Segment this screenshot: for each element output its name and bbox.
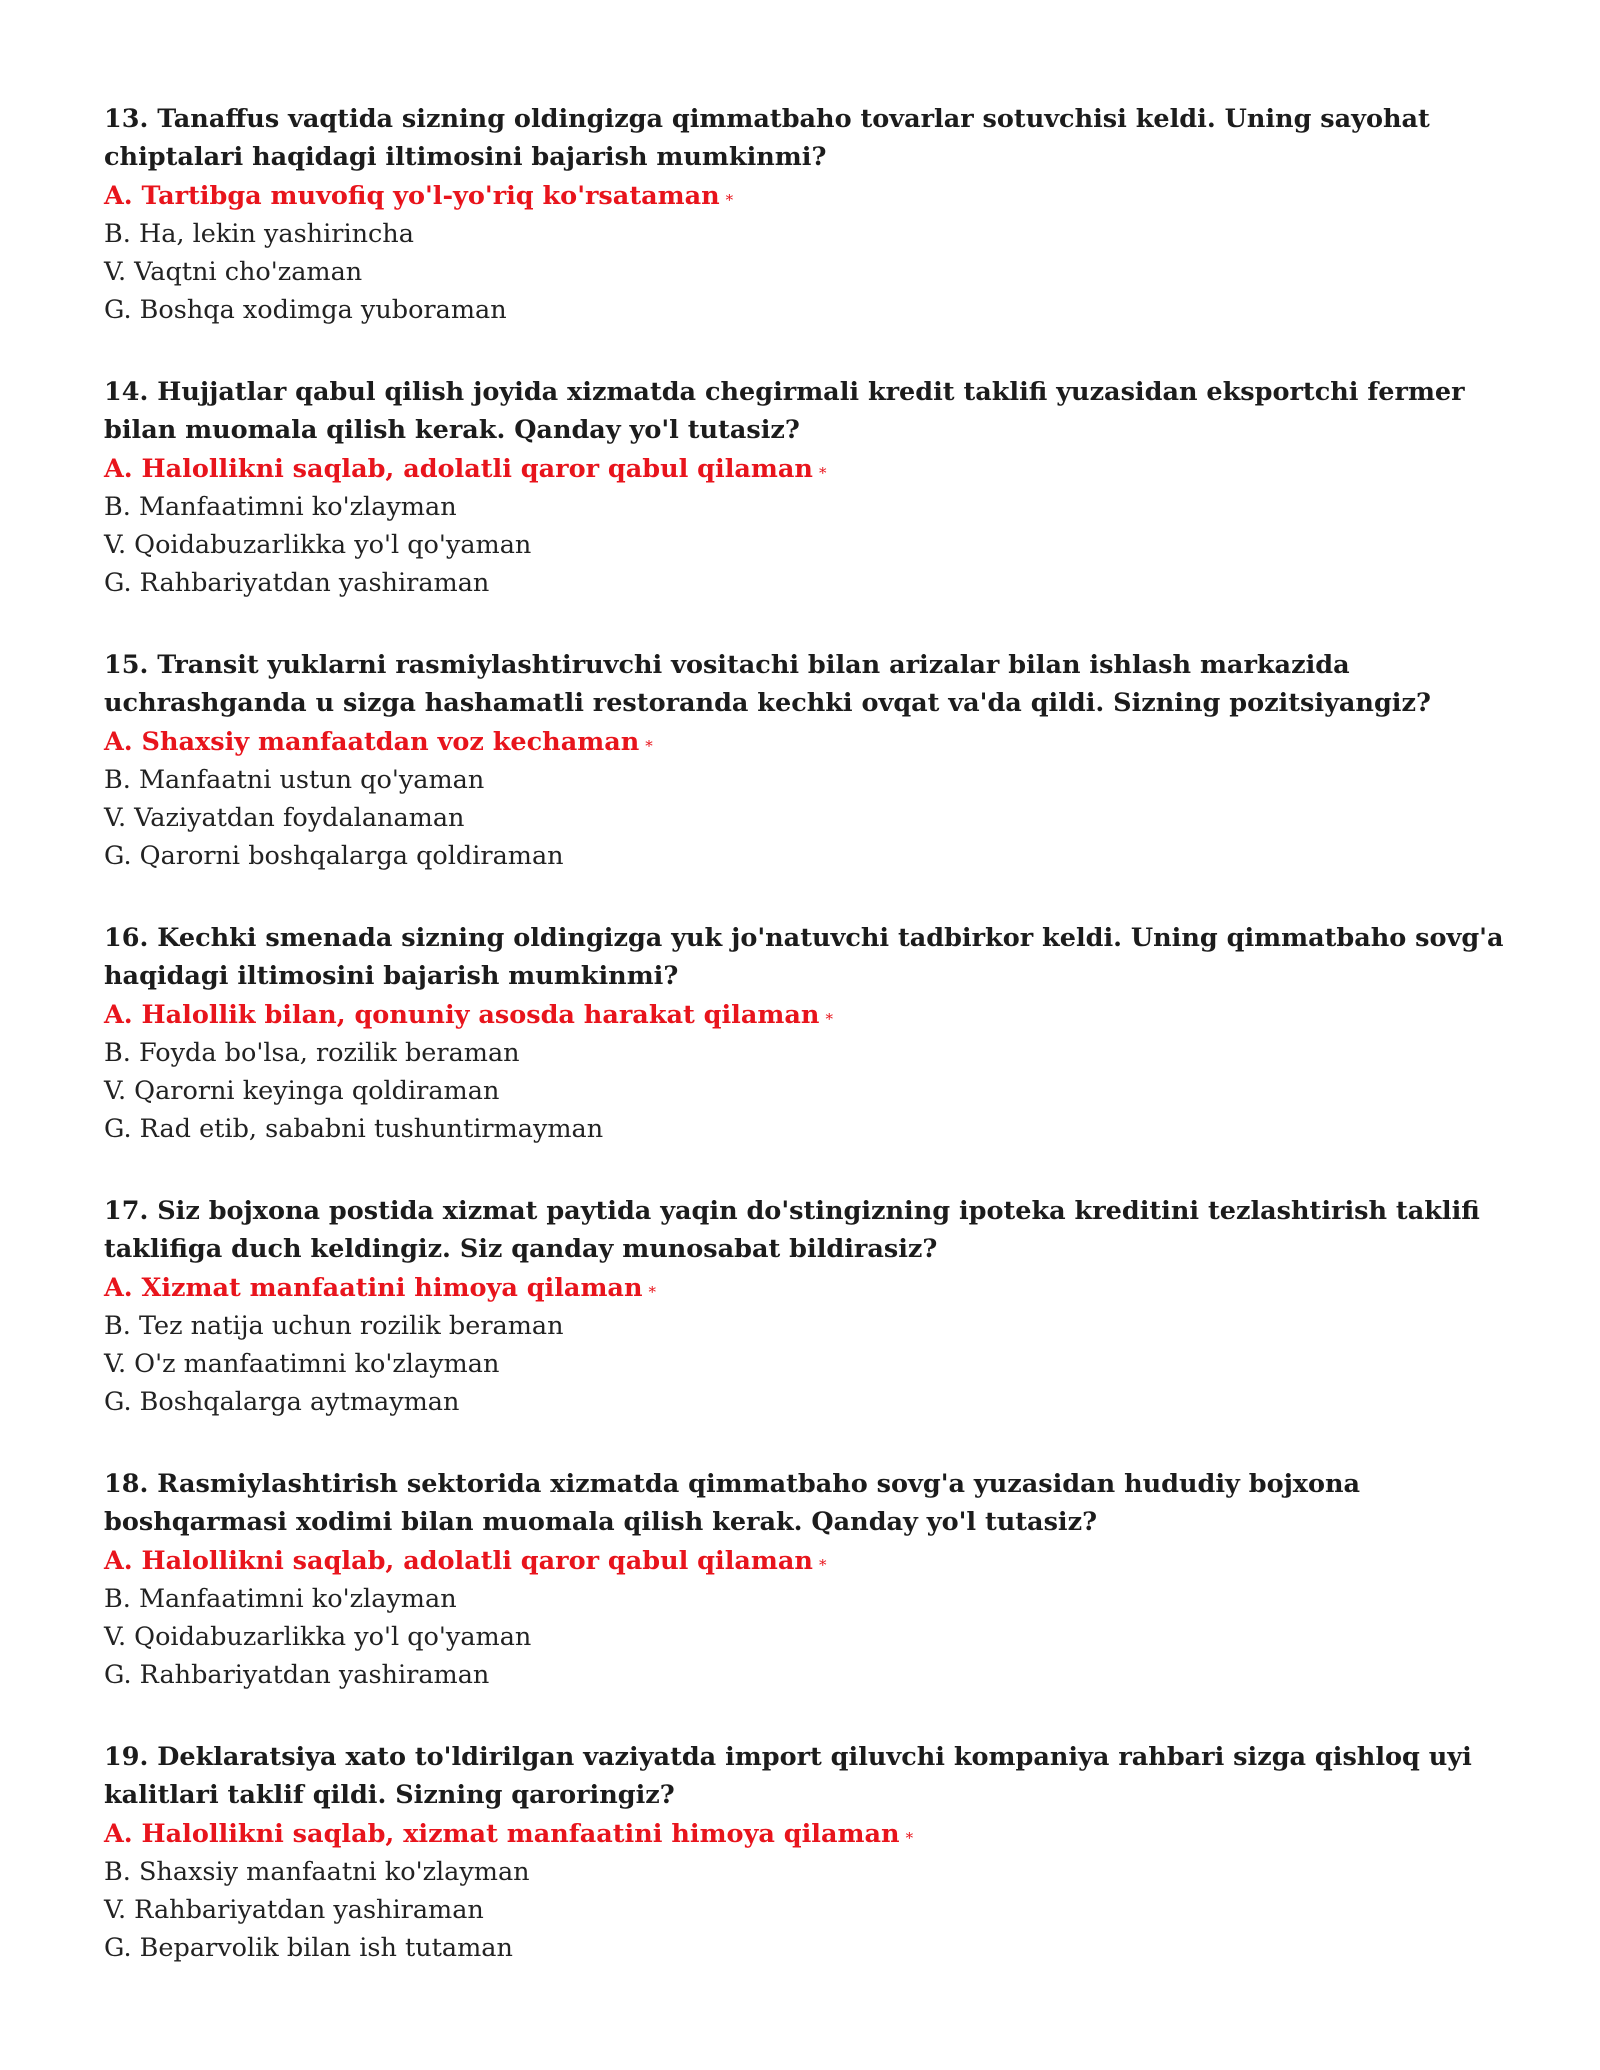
question-17 <box>104 1192 1504 1421</box>
question-18 <box>104 1465 1504 1694</box>
option: G. Rahbariyatdan yashiraman <box>104 568 490 598</box>
option: G. Rad etib, sababni tushuntirmayman <box>104 1114 604 1144</box>
option-text: A. Halollikni saqlab, adolatli qaror qabul qilaman <box>104 454 813 484</box>
question-text: 17. Siz bojxona postida xizmat paytida yaqin do'stingizning ipoteka kreditini tezlashtirish taklifi taklifiga duch keldingiz. Siz qanday munosabat bildirasiz? <box>104 1196 1480 1264</box>
question-15 <box>104 646 1504 875</box>
correct-marker: * <box>825 1010 833 1028</box>
question-text: 14. Hujjatlar qabul qilish joyida xizmatda chegirmali kredit taklifi yuzasidan eksportchi fermer bilan muomala qilish kerak. Qanday yo'l tutasiz? <box>104 377 1465 445</box>
option: B. Tez natija uchun rozilik beraman <box>104 1311 564 1341</box>
correct-option <box>104 1542 1504 1580</box>
option: B. Manfaatni ustun qo'yaman <box>104 765 485 795</box>
option: V. Vaziyatdan foydalanaman <box>104 803 465 833</box>
correct-option <box>104 450 1504 488</box>
option-text: A. Halollikni saqlab, adolatli qaror qabul qilaman <box>104 1546 813 1576</box>
option: G. Boshqalarga aytmayman <box>104 1387 460 1417</box>
correct-option <box>104 177 1504 215</box>
option: B. Ha, lekin yashirincha <box>104 219 414 249</box>
option-text: A. Shaxsiy manfaatdan voz kechaman <box>104 727 640 757</box>
option: V. Qoidabuzarlikka yo'l qo'yaman <box>104 530 532 560</box>
correct-option <box>104 723 1504 761</box>
option: V. O'z manfaatimni ko'zlayman <box>104 1349 500 1379</box>
correct-option <box>104 996 1504 1034</box>
correct-option <box>104 1269 1504 1307</box>
option: V. Qarorni keyinga qoldiraman <box>104 1076 500 1106</box>
correct-marker: * <box>648 1283 656 1301</box>
correct-marker: * <box>818 1556 827 1574</box>
option: V. Vaqtni cho'zaman <box>104 257 363 287</box>
correct-marker: * <box>645 737 653 755</box>
option: G. Rahbariyatdan yashiraman <box>104 1660 490 1690</box>
question-text: 13. Tanaffus vaqtida sizning oldingizga qimmatbaho tovarlar sotuvchisi keldi. Uning sayohat chiptalari haqidagi iltimosini bajarish mumkinmi? <box>104 104 1430 172</box>
option-text: A. Xizmat manfaatini himoya qilaman <box>104 1273 643 1303</box>
option: G. Beparvolik bilan ish tutaman <box>104 1933 513 1963</box>
option-text: A. Halollik bilan, qonuniy asosda harakat qilaman <box>104 1000 820 1030</box>
question-text: 19. Deklaratsiya xato to'ldirilgan vaziyatda import qiluvchi kompaniya rahbari sizga qishloq uyi kalitlari taklif qildi. Sizning qaroringiz? <box>104 1742 1472 1810</box>
option: G. Qarorni boshqalarga qoldiraman <box>104 841 564 871</box>
question-text: 15. Transit yuklarni rasmiylashtiruvchi vositachi bilan arizalar bilan ishlash markazida uchrashganda u sizga hashamatli restoranda kechki ovqat va'da qildi. Sizning pozitsiyangiz? <box>104 650 1431 718</box>
correct-option <box>104 1815 1504 1853</box>
option: V. Qoidabuzarlikka yo'l qo'yaman <box>104 1622 532 1652</box>
option: V. Rahbariyatdan yashiraman <box>104 1895 484 1925</box>
question-text: 16. Kechki smenada sizning oldingizga yuk jo'natuvchi tadbirkor keldi. Uning qimmatbaho sovg'a haqidagi iltimosini bajarish mumkinmi? <box>104 923 1504 991</box>
option: B. Shaxsiy manfaatni ko'zlayman <box>104 1857 530 1887</box>
question-text: 18. Rasmiylashtirish sektorida xizmatda qimmatbaho sovg'a yuzasidan hududiy bojxona boshqarmasi xodimi bilan muomala qilish kerak. Qanday yo'l tutasiz? <box>104 1469 1361 1537</box>
correct-marker: * <box>818 464 827 482</box>
question-13 <box>104 100 1504 329</box>
correct-marker: * <box>905 1829 914 1847</box>
question-14 <box>104 373 1504 602</box>
option: G. Boshqa xodimga yuboraman <box>104 295 507 325</box>
question-16 <box>104 919 1504 1148</box>
question-19 <box>104 1738 1504 1967</box>
option: B. Manfaatimni ko'zlayman <box>104 492 457 522</box>
document-page <box>104 100 1504 2011</box>
correct-marker: * <box>725 191 734 209</box>
option-text: A. Halollikni saqlab, xizmat manfaatini himoya qilaman <box>104 1819 900 1849</box>
option-text: A. Tartibga muvofiq yo'l-yo'riq ko'rsataman <box>104 181 720 211</box>
option: B. Foyda bo'lsa, rozilik beraman <box>104 1038 520 1068</box>
option: B. Manfaatimni ko'zlayman <box>104 1584 457 1614</box>
